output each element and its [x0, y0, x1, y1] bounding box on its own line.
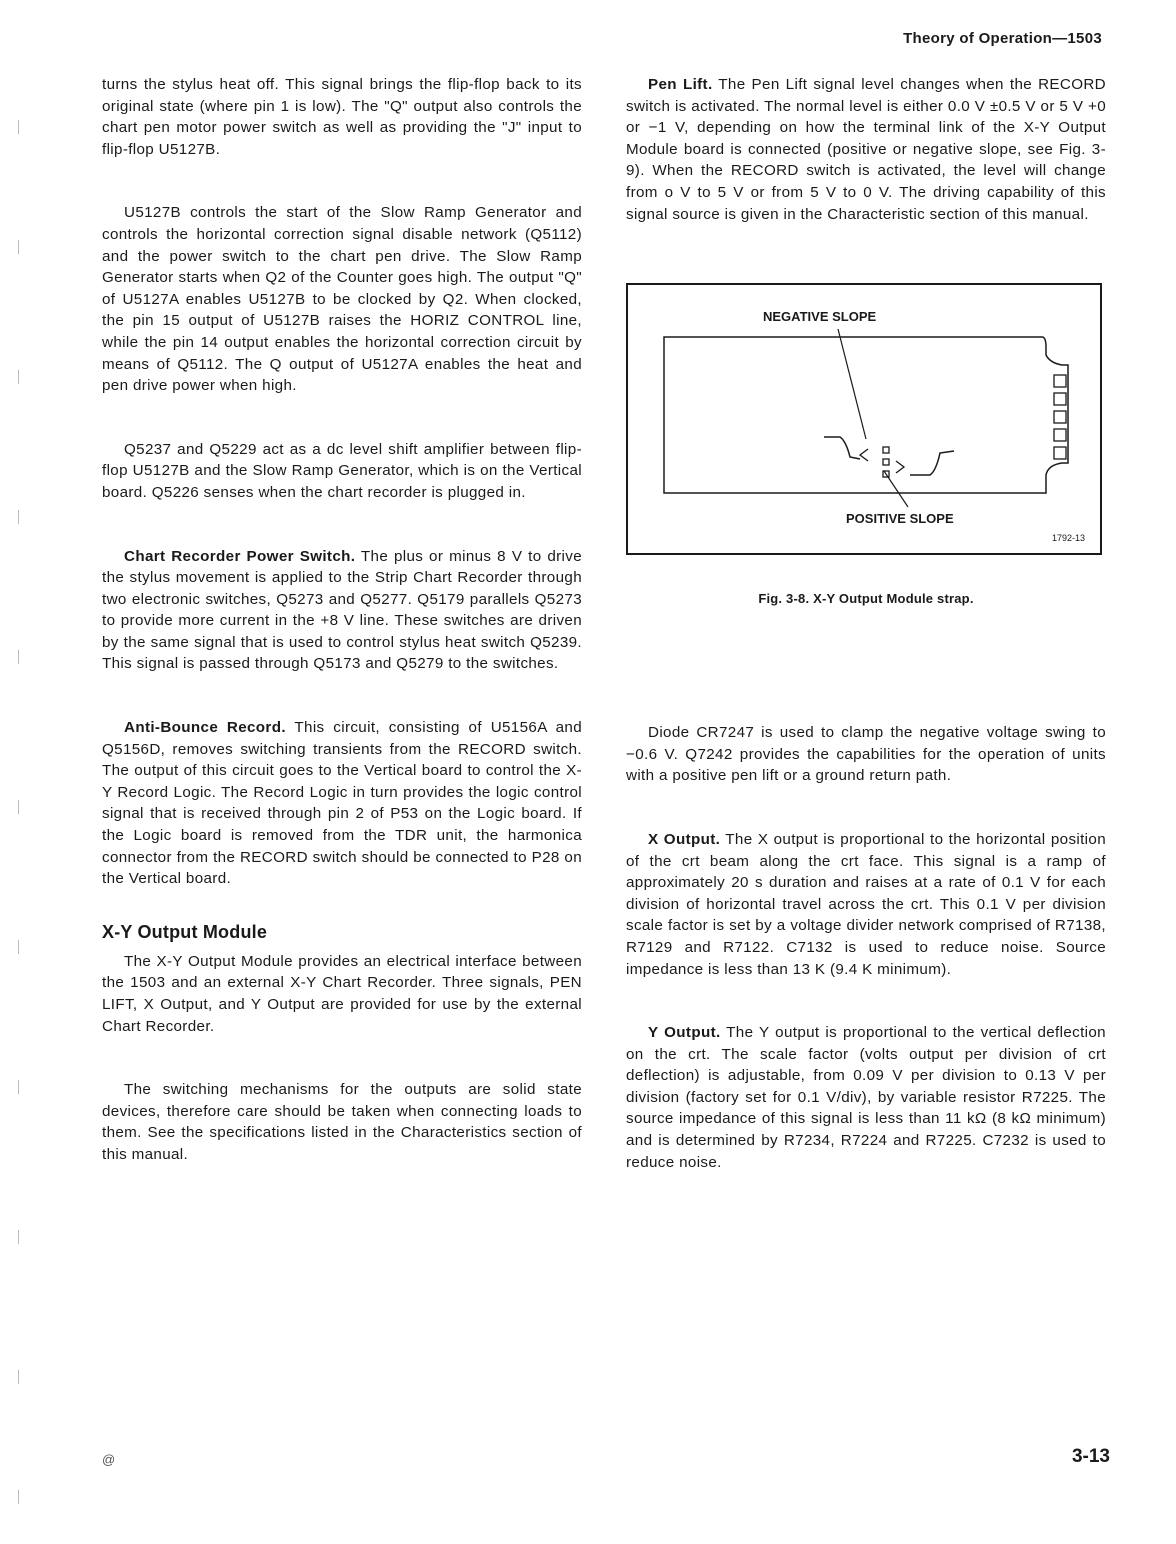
negative-slope-label: NEGATIVE SLOPE	[763, 309, 877, 325]
module-board-outline	[664, 337, 1068, 493]
paragraph-body: The X output is proportional to the horizontal position of the crt beam along the crt face. This signal is a ramp of approximately 20 s duration and raises at a rate of 0.1 V for each division of horizontal travel across the crt. This 0.1 V per division scale factor is set by a voltage divider network comprised of R7138, R7129 and R7122. C7132 is used to reduce noise. Source impedance is less than 13 K (9.4 K minimum).	[626, 830, 1106, 978]
paragraph	[626, 1022, 1106, 1173]
paragraph-body: The plus or minus 8 V to drive the stylus movement is applied to the Strip Chart Recorder through two electronic switches, Q5273 and Q5277. Q5179 parallels Q5273 to provide more current in the +8 V line. These switches are driven by the same signal that is used to control stylus heat switch Q5239. This signal is passed through Q5173 and Q5279 to the switches.	[102, 547, 582, 673]
paragraph-body: This circuit, consisting of U5156A and Q5156D, removes switching transients from the RECORD switch. The output of this circuit goes to the Vertical board to control the X-Y Record Logic. The Record Logic in turn provides the logic control signal that is received through pin 2 of P53 on the Logic board. If the Logic board is removed from the TDR unit, the harmonica connector from the RECORD switch should be connected to P28 on the Vertical board.	[102, 719, 583, 888]
paragraph	[626, 829, 1106, 980]
figure-caption: Fig. 3-8. X-Y Output Module strap.	[758, 591, 974, 607]
strap-diagram	[628, 285, 1100, 553]
runin-heading: Anti-Bounce Record.	[124, 719, 286, 737]
running-header: Theory of Operation—1503	[903, 30, 1102, 47]
edge-connector	[1054, 375, 1066, 459]
paragraph	[626, 74, 1106, 225]
strap-pin-middle	[883, 459, 889, 465]
left-column	[102, 74, 582, 1166]
figure-xy-strap	[626, 283, 1102, 555]
binding-edge-marks	[18, 40, 20, 1520]
runin-heading: Y Output.	[648, 1024, 721, 1042]
paragraph: U5127B controls the start of the Slow Ramp Generator and controls the horizontal correction signal disable network (Q5112) and the power switch to the chart pen drive. The Slow Ramp Generator starts when Q2 of the Counter goes high. The output "Q" of U5127A enables U5127B to be clocked by Q2. When clocked, the pin 15 output of U5127B raises the HORIZ CONTROL line, while the pin 14 output enables the horizontal correction circuit by means of Q5112. The Q output of U5127A enables the heat and pen drive power when high.	[102, 204, 582, 395]
runin-heading: Chart Recorder Power Switch.	[124, 547, 356, 565]
positive-slope-waveform	[910, 451, 954, 475]
paragraph	[102, 717, 582, 890]
runin-heading: Pen Lift.	[648, 76, 713, 93]
right-column	[626, 74, 1106, 1173]
strap-pin-top	[883, 447, 889, 453]
paragraph: The X-Y Output Module provides an electrical interface between the 1503 and an external X-Y Chart Recorder. Three signals, PEN LIFT, X Output, and Y Output are provided for use by the external Chart Recorder.	[102, 952, 582, 1035]
paragraph: turns the stylus heat off. This signal brings the flip-flop back to its original state (where pin 1 is low). The "Q" output also controls the chart pen motor power switch as well as providing the "J" input to flip-flop U5127B.	[102, 76, 582, 158]
paragraph-body: The Y output is proportional to the vertical deflection on the crt. The scale factor (volts output per division of crt deflection) is adjustable, from 0.09 V per division to 0.13 V per division (factory set for 0.1 V/div), by variable resistor R7225. The source impedance of this signal is less than 11 kΩ (8 kΩ minimum) and is determined by R7234, R7224 and R7225. C7232 is used to reduce noise.	[626, 1024, 1106, 1171]
figure-id: 1792-13	[1052, 533, 1086, 544]
paragraph: The switching mechanisms for the outputs are solid state devices, therefore care should be taken when connecting loads to them. See the specifications listed in the Characteristics section of this manual.	[102, 1081, 582, 1163]
paragraph	[102, 546, 582, 676]
runin-heading: X Output.	[648, 830, 721, 848]
section-heading: X-Y Output Module	[102, 921, 268, 942]
paragraph: Diode CR7247 is used to clamp the negative voltage swing to −0.6 V. Q7242 provides the capabilities for the operation of units with a positive pen lift or a ground return path.	[626, 724, 1106, 785]
negative-slope-leader	[838, 329, 866, 439]
paragraph: Q5237 and Q5229 act as a dc level shift amplifier between flip-flop U5127B and the Slow Ramp Generator, which is on the Vertical board. Q5226 senses when the chart recorder is plugged in.	[102, 440, 582, 501]
footer-mark: @	[102, 1452, 116, 1467]
positive-slope-label: POSITIVE SLOPE	[846, 511, 954, 527]
page-number: 3-13	[1071, 1446, 1110, 1467]
paragraph-body: The Pen Lift signal level changes when the RECORD switch is activated. The normal level is either 0.0 V ±0.5 V or 5 V +0 or −1 V, depending on how the terminal link of the X-Y Output Module board is connected (positive or negative slope, see Fig. 3-9). When the RECORD switch is activated, the level will change from o V to 5 V or from 5 V to 0 V. The driving capability of this signal source is given in the Characteristic section of this manual.	[626, 76, 1106, 223]
negative-slope-waveform	[824, 437, 860, 459]
